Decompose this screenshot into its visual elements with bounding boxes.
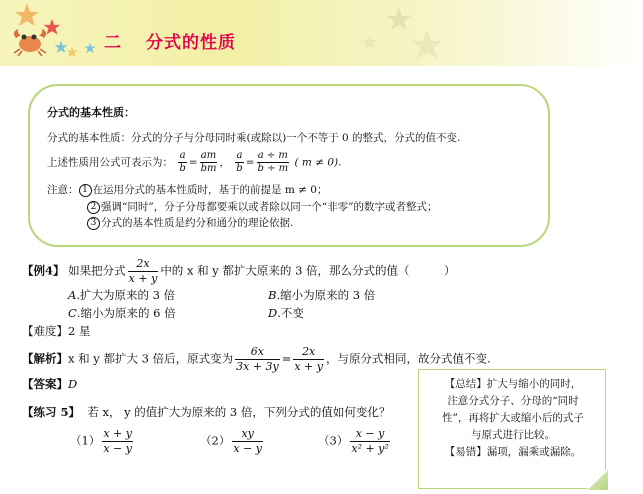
example-question: 【例4】 如果把分式 $\frac{2x}{x + y}$ 中的 x 和 y 都扩大原来的 3 倍，那么分式的值（ ） <box>22 257 456 285</box>
practice-item-2: （2） $\frac{xy}{x - y}$ <box>200 427 262 455</box>
section-title <box>104 28 236 53</box>
analysis: 【解析】x 和 y 都扩大 3 倍后，原式变为 $\frac{6x}{3x + 3y}$ = $\frac{2x}{x + y}$ ，与原分式相同，故分式值不变. <box>22 345 491 373</box>
example-label: 【例4】 <box>22 263 65 278</box>
option-c: C.缩小为原来的 6 倍 <box>68 306 176 320</box>
section-title-text: 分式的性质 <box>146 33 236 53</box>
fraction: $\frac{a}{b}$ <box>236 150 243 174</box>
fraction: $\frac{a}{b}$ <box>179 150 186 174</box>
practice-item-1: （1） $\frac{x + y}{x - y}$ <box>70 427 132 455</box>
fraction: $\frac{xy}{x - y}$ <box>233 427 262 455</box>
circled-number: 1 <box>79 184 92 197</box>
starfish-icon <box>386 6 412 32</box>
formula-prefix: 上述性质用公式可表示为： <box>47 156 173 169</box>
starfish-icon <box>84 42 96 54</box>
circled-number: 2 <box>87 201 100 214</box>
fraction: $\frac{x - y}{\text{x² + y²}}$ <box>351 427 389 455</box>
starfish-icon <box>43 18 61 36</box>
option-b: B.缩小为原来的 3 倍 <box>268 288 376 302</box>
analysis-label: 【解析】 <box>22 351 68 366</box>
fraction: $\frac{2x}{x + y}$ <box>128 257 158 285</box>
practice-item-3: （3） $\frac{x - y}{\text{x² + y²}}$ <box>318 427 389 455</box>
difficulty: 【难度】2 星 <box>22 324 91 338</box>
fraction: $\frac{x + y}{x - y}$ <box>103 427 132 455</box>
property-box <box>28 84 550 247</box>
answer-label: 【答案】 <box>22 377 68 391</box>
summary-line: 与原式进行比较。 <box>471 429 555 441</box>
summary-line: 性”，再将扩大或缩小后的式子 <box>442 412 584 424</box>
option-d: D.不变 <box>268 306 304 320</box>
summary-line: 【总结】扩大与缩小的同时， <box>444 378 582 390</box>
note-3: 3 分式的基本性质是约分和通分的理论依据. <box>87 216 293 230</box>
note-label: 注意： <box>47 184 79 196</box>
section-number: 二 <box>104 33 122 53</box>
fraction: $\frac{2x}{x + y}$ <box>294 345 323 373</box>
note-2: 2 强调“同时”，分子分母都要乘以或者除以同一个“非零”的数字或者整式； <box>87 200 437 214</box>
section-banner <box>0 0 643 66</box>
summary-line: 注意分式分子、分母的“同时 <box>447 395 579 407</box>
circled-number: 3 <box>87 217 100 230</box>
fraction: $\frac{am}{bm}$ <box>200 150 217 174</box>
summary-line: 【易错】漏项，漏乘或漏除。 <box>444 446 582 458</box>
fraction: $\frac{6x}{3x + 3y}$ <box>236 345 279 373</box>
formula-condition: ( m ≠ 0). <box>294 156 342 169</box>
property-formula-line: 上述性质用公式可表示为： $\frac{a}{b}$ = $\frac{am}{bm}$ ， $\frac{a}{b}$ = $\frac{a \div m}{b \div m}$ ( m ≠ 0). <box>47 150 342 174</box>
starfish-icon <box>410 28 444 62</box>
summary-box <box>418 369 606 489</box>
starfish-icon <box>362 34 378 50</box>
fraction: $\frac{a \div m}{b \div m}$ <box>257 150 289 174</box>
starfish-icon <box>14 2 40 28</box>
answer: 【答案】D <box>22 377 78 391</box>
starfish-icon <box>66 46 78 58</box>
note-1: 注意： 1 在运用分式的基本性质时，基于的前提是 m ≠ 0； <box>47 184 328 196</box>
practice-label: 【练习 5】 <box>22 405 81 419</box>
option-a: A.扩大为原来的 3 倍 <box>68 288 176 302</box>
property-heading: 分式的基本性质： <box>47 106 135 119</box>
practice-question: 【练习 5】 若 x， y 的值扩大为原来的 3 倍，下列分式的值如何变化？ <box>22 405 391 419</box>
property-statement: 分式的基本性质：分式的分子与分母同时乘(或除以)一个不等于 0 的整式，分式的值不变. <box>47 132 461 144</box>
page-fold-decoration <box>588 470 608 490</box>
